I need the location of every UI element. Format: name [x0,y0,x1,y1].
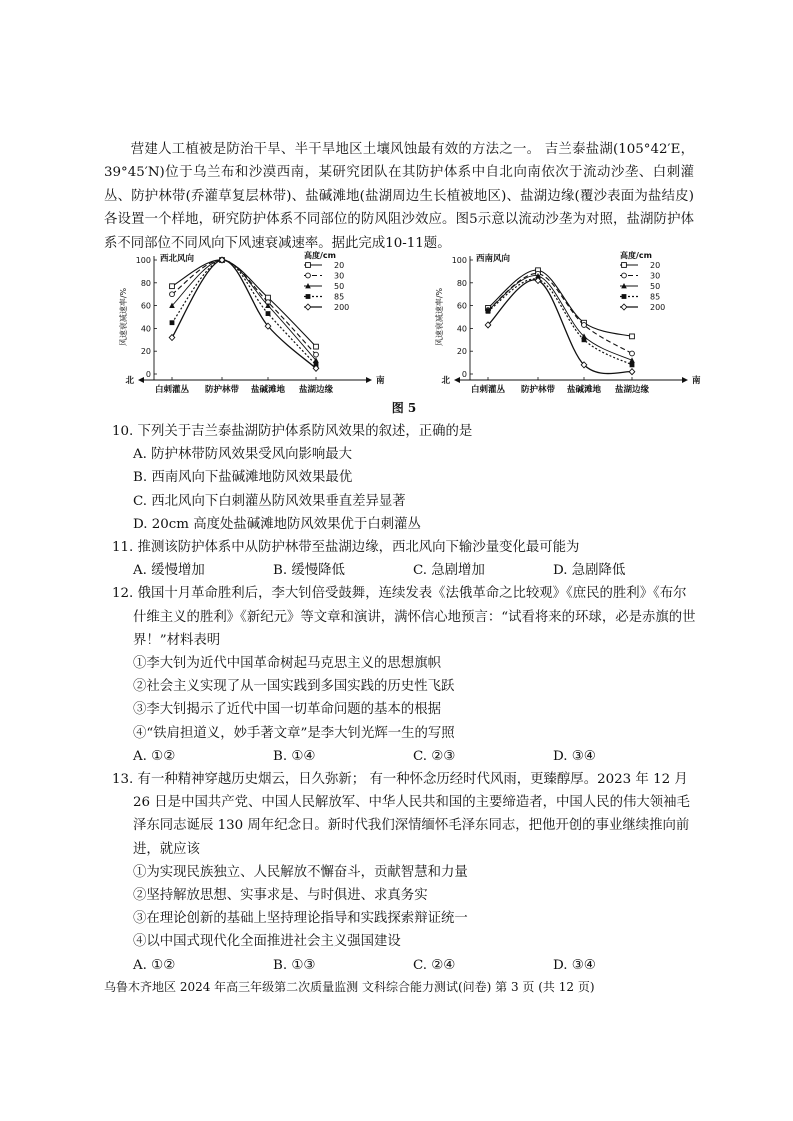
legend-marker-30 [306,273,311,278]
option-13-a: A. ①② [133,957,176,973]
legend-marker-200 [621,304,627,310]
data-point-85 [582,337,587,342]
statement-13-3: ③在理论创新的基础上坚持理论指导和实践探索辩证统一 [133,911,468,927]
chart-northwest [104,248,394,398]
page-footer: 乌鲁木齐地区 2024 年高三年级第二次质量监测 文科综合能力测试(问卷) 第 3 页 (共 12 页) [104,980,595,994]
y-tick-label: 100 [451,256,467,265]
y-tick-label: 100 [135,256,151,265]
option-10-d: D. 20cm 高度处盐碱滩地防风效果优于白刺灌丛 [133,516,421,532]
chart-title: 西南风向 [476,254,511,264]
legend-label-50: 50 [334,282,345,291]
data-point-200 [629,369,635,375]
x-tick-label: 盐碱滩地 [566,385,602,395]
option-10-b: B. 西南风向下盐碱滩地防风效果最优 [133,470,353,486]
option-13-b: B. ①③ [273,957,316,973]
legend-marker-200 [305,304,311,310]
option-12-d: D. ③④ [553,748,596,764]
series-line-20 [172,260,316,347]
x-label-south: 南 [376,376,385,386]
question-13-stem: 13. 有一种精神穿越历史烟云，日久弥新； 有一种怀念历经时代风雨，更臻醇厚。2023 年 12 月 26 日是中国共产党、中国人民解放军、中华人民共和国的主要缔造者，中国人民的伟大领袖毛泽东同志诞辰 130 周年纪念日。新时代我们深情缅怀毛泽东同志，把他开创的事业继续推向前进，就应该 [112,772,690,857]
x-tick-label: 防护林带 [520,385,556,395]
legend-label-85: 85 [650,292,661,302]
question-10-stem: 10. 下列关于吉兰泰盐湖防护体系防风效果的叙述，正确的是 [112,424,473,439]
series-line-200 [488,280,632,374]
material-passage [104,138,694,255]
legend-label-50: 50 [650,282,661,291]
legend-label-20: 20 [650,261,661,270]
chart-title: 西北风向 [160,254,195,264]
y-axis-label: 风速衰减速率/% [119,287,128,347]
option-11-d: D. 急剧降低 [553,563,626,579]
y-tick-label: 60 [140,301,151,311]
question-12-options [112,745,697,768]
y-tick-label: 0 [461,370,467,379]
chart-southwest [420,248,710,398]
data-point-50 [629,357,635,362]
data-point-85 [486,309,491,314]
x-label-north: 北 [125,376,134,386]
statement-12-4: ④“铁肩担道义，妙手著文章”是李大钊光辉一生的写照 [133,725,455,741]
statement-12-2: ②社会主义实现了从一国实践到多国实践的历史性飞跃 [133,679,455,695]
legend-marker-85 [306,294,311,299]
y-tick-label: 20 [140,347,151,357]
legend-label-85: 85 [334,292,345,302]
option-10-a: A. 防护林带防风效果受风向影响最大 [133,447,353,463]
data-point-30 [630,351,635,356]
question-12 [112,582,697,768]
statement-12-1: ①李大钊为近代中国革命树起马克思主义的思想旗帜 [133,656,441,672]
option-11-a: A. 缓慢增加 [133,563,205,579]
legend-label-30: 30 [650,271,661,281]
y-tick-label: 80 [140,278,151,288]
data-point-20 [170,284,175,289]
legend-label-200: 200 [650,303,666,312]
question-11-options [112,559,697,582]
y-tick-label: 80 [456,278,467,288]
series-line-200 [172,260,316,368]
legend-marker-20 [306,263,311,268]
data-point-30 [314,352,319,357]
option-11-b: B. 缓慢降低 [273,563,345,579]
question-10 [112,420,697,536]
data-point-85 [170,320,175,325]
legend-marker-30 [622,273,627,278]
legend-title: 高度/cm [304,251,336,260]
y-tick-label: 60 [456,301,467,311]
x-label-north: 北 [441,376,450,386]
figure-caption: 图 5 [391,401,417,415]
statement-12-3: ③李大钊揭示了近代中国一切革命问题的基本的根据 [133,702,441,718]
x-tick-label: 盐碱滩地 [250,385,286,395]
statement-13-1: ①为实现民族独立、人民解放不懈奋斗，贡献智慧和力量 [133,864,468,880]
x-label-south: 南 [692,376,701,386]
series-line-20 [488,270,632,336]
option-10-c: C. 西北风向下白刺灌丛防风效果垂直差异显著 [133,493,406,509]
question-13 [112,768,697,977]
question-11-stem: 11. 推测该防护体系中从防护林带至盐湖边缘，西北风向下输沙量变化最可能为 [112,540,580,556]
data-point-85 [630,362,635,367]
legend-label-30: 30 [334,271,345,281]
y-tick-label: 40 [140,324,151,334]
data-point-20 [630,334,635,339]
data-point-20 [314,344,319,349]
x-tick-label: 白刺灌丛 [154,385,190,395]
option-11-c: C. 急剧增加 [413,563,485,579]
x-tick-label: 白刺灌丛 [470,385,506,395]
data-point-30 [170,292,175,297]
option-12-b: B. ①④ [273,748,316,764]
legend-marker-85 [622,294,627,299]
x-axis-arrow-icon [682,377,688,383]
data-point-30 [582,323,587,328]
x-tick-label: 盐湖边缘 [614,385,650,395]
questions [112,420,697,977]
series-line-30 [172,260,316,355]
legend-title: 高度/cm [620,251,652,260]
y-tick-label: 40 [456,324,467,334]
option-13-d: D. ③④ [553,957,596,973]
statement-13-4: ④以中国式现代化全面推进社会主义强国建设 [133,934,401,950]
x-axis-arrow-left-icon [454,377,460,383]
data-point-85 [266,311,271,316]
question-12-stem: 12. 俄国十月革命胜利后，李大钊倍受鼓舞，连续发表《法俄革命之比较观》《庶民的胜利》《布尔什维主义的胜利》《新纪元》等文章和演讲，满怀信心地预言：“试看将来的环球，必是赤旗的世界！”材料表明 [112,586,696,648]
x-tick-label: 防护林带 [204,385,240,395]
data-point-20 [266,295,271,300]
option-12-a: A. ①② [133,748,176,764]
statement-13-2: ②坚持解放思想、实事求是、与时俱进、求真务实 [133,888,428,904]
y-tick-label: 20 [456,347,467,357]
x-axis-arrow-left-icon [138,377,144,383]
y-tick-label: 0 [145,370,151,379]
x-tick-label: 盐湖边缘 [298,385,334,395]
legend-label-20: 20 [334,261,345,270]
option-13-c: C. ②④ [413,957,456,973]
series-line-30 [488,274,632,354]
legend-marker-20 [622,263,627,268]
option-12-c: C. ②③ [413,748,456,764]
legend-label-200: 200 [334,303,350,312]
figure-5 [104,248,704,418]
y-axis-label: 风速衰减速率/% [435,287,444,347]
question-13-options [112,954,697,977]
x-axis-arrow-icon [366,377,372,383]
intro-paragraph: 营建人工植被是防治干旱、半干旱地区土壤风蚀最有效的方法之一。 吉兰泰盐湖(105°42′E，39°45′N)位于乌兰布和沙漠西南，某研究团队在其防护体系中自北向南依次于流动沙垄、白刺灌丛、防护林带(乔灌草复层林带)、盐碱滩地(盐湖周边生长植被地区)、盐湖边缘(覆沙表面为盐结皮)各设置一个样地，研究防护体系不同部位的防风阻沙效应。图5示意以流动沙垄为对照，盐湖防护体系不同部位不同风向下风速衰减速率。据此完成10-11题。 [104,142,694,251]
question-11 [112,536,697,582]
